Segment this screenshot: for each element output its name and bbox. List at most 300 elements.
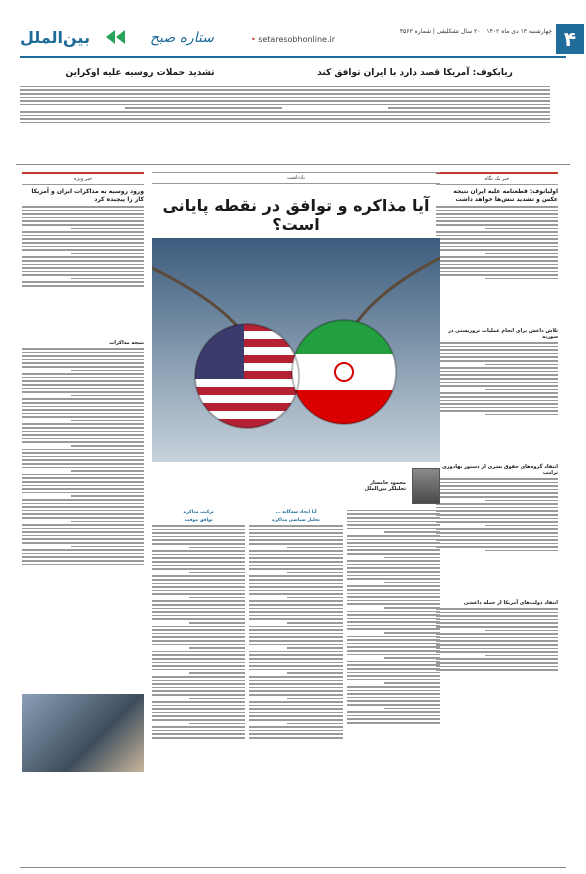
text-line	[20, 115, 282, 117]
text-line	[249, 565, 342, 567]
text-line	[22, 406, 144, 408]
text-line	[347, 560, 440, 562]
text-line	[347, 521, 440, 523]
text-line	[249, 730, 342, 732]
text-line	[485, 655, 558, 657]
text-line	[436, 539, 558, 541]
text-line	[20, 104, 282, 106]
text-line	[436, 382, 558, 384]
text-line	[22, 517, 144, 519]
article-columns	[152, 508, 440, 838]
text-line	[249, 665, 342, 667]
text-line	[249, 683, 342, 685]
text-line	[152, 615, 245, 617]
text-line	[347, 718, 440, 720]
text-line	[71, 546, 144, 548]
sidebar-text	[436, 206, 558, 324]
text-line	[436, 220, 558, 222]
text-line	[152, 701, 245, 703]
text-line	[347, 549, 440, 551]
text-line	[347, 722, 440, 724]
text-line	[347, 528, 440, 530]
sidebar-subhead: تلاش داعش برای انجام عملیات تروریستی در سوریه	[447, 328, 558, 340]
text-line	[152, 604, 245, 606]
text-line	[249, 568, 342, 570]
text-line	[22, 513, 144, 515]
text-line	[485, 278, 558, 280]
text-line	[436, 622, 558, 624]
text-line	[249, 532, 342, 534]
section-title: بین‌الملل	[20, 28, 90, 47]
text-line	[22, 249, 144, 251]
text-line	[436, 633, 558, 635]
text-line	[152, 575, 245, 577]
text-line	[22, 213, 144, 215]
text-line	[287, 672, 343, 674]
text-line	[152, 654, 245, 656]
divider	[20, 56, 566, 58]
text-line	[22, 413, 144, 415]
text-line	[152, 629, 245, 631]
text-line	[436, 353, 558, 355]
text-line	[22, 438, 144, 440]
text-line	[436, 246, 558, 248]
text-line	[347, 679, 440, 681]
text-line	[22, 235, 144, 237]
author-name: محمود جامساز	[370, 480, 406, 486]
text-line	[22, 434, 144, 436]
text-line	[280, 86, 550, 88]
text-line	[152, 658, 245, 660]
text-line	[436, 407, 558, 409]
text-line	[249, 705, 342, 707]
text-line	[384, 557, 440, 559]
text-line	[22, 531, 144, 533]
text-line	[152, 687, 245, 689]
text-line	[347, 690, 440, 692]
text-line	[152, 730, 245, 732]
story-headline-right: ریابکوف: آمریکا قصد دارد با ایران توافق کند	[317, 68, 513, 78]
text-line	[436, 231, 558, 233]
divider	[16, 164, 570, 165]
text-line	[189, 572, 245, 574]
text-line	[287, 572, 343, 574]
text-line	[22, 441, 144, 443]
text-line	[436, 206, 558, 208]
text-line	[485, 253, 558, 255]
text-line	[347, 697, 440, 699]
text-line	[249, 543, 342, 545]
text-line	[249, 561, 342, 563]
text-line	[22, 463, 144, 465]
text-line	[152, 568, 245, 570]
text-line	[347, 672, 440, 674]
text-line	[347, 711, 440, 713]
text-line	[436, 669, 558, 671]
text-line	[249, 593, 342, 595]
page-number: ۴	[556, 24, 584, 54]
text-line	[249, 687, 342, 689]
text-line	[280, 89, 550, 91]
text-line	[152, 539, 245, 541]
text-line	[347, 535, 440, 537]
story-body-right	[280, 84, 550, 148]
text-line	[436, 543, 558, 545]
sidebar-label: خبر ویژه	[22, 172, 144, 185]
text-line	[20, 111, 282, 113]
text-line	[152, 611, 245, 613]
text-line	[384, 657, 440, 659]
text-line	[436, 349, 558, 351]
text-line	[249, 529, 342, 531]
text-line	[249, 719, 342, 721]
text-line	[287, 622, 343, 624]
text-line	[152, 557, 245, 559]
text-line	[485, 550, 558, 552]
text-line	[152, 737, 245, 739]
text-line	[152, 583, 245, 585]
sidebar-text	[22, 206, 144, 336]
text-line	[436, 637, 558, 639]
text-line	[22, 359, 144, 361]
text-line	[125, 107, 282, 109]
text-line	[152, 600, 245, 602]
text-line	[249, 669, 342, 671]
text-line	[152, 536, 245, 538]
text-line	[22, 477, 144, 479]
text-line	[22, 388, 144, 390]
text-line	[280, 122, 550, 124]
text-line	[249, 575, 342, 577]
text-line	[71, 521, 144, 523]
text-line	[436, 271, 558, 273]
text-line	[347, 614, 440, 616]
text-line	[347, 654, 440, 656]
date: چهارشنبه ۱۳ دی ماه ۱۴۰۲	[486, 28, 552, 35]
text-line	[485, 364, 558, 366]
text-line	[280, 111, 550, 113]
text-line	[152, 586, 245, 588]
text-line	[249, 712, 342, 714]
text-line	[22, 362, 144, 364]
text-line	[485, 525, 558, 527]
text-line	[347, 593, 440, 595]
text-line	[152, 726, 245, 728]
text-line	[436, 217, 558, 219]
text-line	[22, 481, 144, 483]
text-line	[189, 547, 245, 549]
text-line	[249, 618, 342, 620]
text-line	[152, 708, 245, 710]
text-line	[287, 698, 343, 700]
main-headline: آیا مذاکره و توافق در نقطه پایانی است؟	[162, 196, 430, 234]
text-line	[20, 86, 282, 88]
text-line	[347, 704, 440, 706]
text-line	[249, 701, 342, 703]
text-line	[347, 567, 440, 569]
text-line	[347, 686, 440, 688]
sidebar-subhead: انتقاد گروه‌های حقوق بشری از دستور بهادوری ترامپ	[442, 464, 558, 476]
text-line	[347, 510, 440, 512]
text-line	[436, 213, 558, 215]
text-line	[436, 489, 558, 491]
text-line	[152, 662, 245, 664]
text-line	[347, 675, 440, 677]
text-line	[22, 377, 144, 379]
site-url[interactable]: • setaresobhonline.ir	[250, 35, 336, 44]
text-line	[485, 500, 558, 502]
text-line	[152, 690, 245, 692]
text-line	[152, 543, 245, 545]
text-line	[347, 575, 440, 577]
text-line	[22, 549, 144, 551]
text-line	[152, 579, 245, 581]
text-line	[22, 449, 144, 451]
text-line	[249, 633, 342, 635]
text-line	[436, 615, 558, 617]
text-line	[436, 507, 558, 509]
text-line	[22, 423, 144, 425]
text-line	[22, 220, 144, 222]
text-line	[436, 396, 558, 398]
text-line	[249, 654, 342, 656]
text-line	[347, 596, 440, 598]
text-line	[485, 228, 558, 230]
text-line	[22, 416, 144, 418]
text-line	[22, 366, 144, 368]
text-line	[22, 206, 144, 208]
author-photo	[412, 468, 440, 504]
text-line	[347, 661, 440, 663]
news-photo	[22, 694, 144, 772]
text-line	[71, 470, 144, 472]
text-line	[436, 238, 558, 240]
text-line	[249, 550, 342, 552]
text-line	[436, 626, 558, 628]
text-line	[189, 723, 245, 725]
text-line	[436, 648, 558, 650]
text-line	[436, 264, 558, 266]
text-line	[249, 536, 342, 538]
author-role: تحلیلگر بین‌الملل	[364, 486, 406, 492]
text-line	[347, 700, 440, 702]
text-line	[152, 640, 245, 642]
text-line	[485, 630, 558, 632]
text-line	[152, 705, 245, 707]
story-body-left	[20, 84, 282, 148]
text-line	[22, 224, 144, 226]
text-line	[436, 392, 558, 394]
text-line	[249, 579, 342, 581]
text-line	[22, 281, 144, 283]
text-line	[384, 682, 440, 684]
text-line	[22, 355, 144, 357]
text-line	[249, 676, 342, 678]
text-line	[152, 618, 245, 620]
sidebar-left	[22, 172, 144, 772]
issue: ۲۰ سال تشکلیفی | شماره ۴۵۶۳	[399, 28, 481, 35]
text-line	[71, 253, 144, 255]
text-line	[22, 242, 144, 244]
text-line	[347, 564, 440, 566]
text-line	[347, 546, 440, 548]
text-line	[347, 664, 440, 666]
text-line	[249, 539, 342, 541]
text-line	[152, 669, 245, 671]
text-line	[287, 597, 343, 599]
text-line	[22, 256, 144, 258]
text-line	[347, 621, 440, 623]
text-line	[384, 632, 440, 634]
text-line	[436, 360, 558, 362]
text-line	[436, 640, 558, 642]
text-line	[20, 122, 282, 124]
text-line	[436, 528, 558, 530]
text-line	[152, 593, 245, 595]
text-line	[347, 611, 440, 613]
text-line	[347, 571, 440, 573]
text-line	[249, 600, 342, 602]
text-line	[436, 224, 558, 226]
text-line	[152, 608, 245, 610]
text-line	[436, 346, 558, 348]
text-line	[436, 485, 558, 487]
text-line	[189, 622, 245, 624]
text-line	[485, 389, 558, 391]
sidebar-title: ورود روسیه به مذاکرات ایران و آمریکا کار را پیچیده کرد	[31, 188, 144, 203]
sidebar-text	[436, 608, 558, 712]
text-line	[249, 662, 342, 664]
text-line	[436, 410, 558, 412]
text-line	[22, 528, 144, 530]
text-line	[287, 647, 343, 649]
text-line	[436, 546, 558, 548]
text-line	[280, 104, 550, 106]
text-line	[249, 615, 342, 617]
text-line	[436, 532, 558, 534]
text-line	[347, 542, 440, 544]
article-subhead: ترکیب مذاکره	[183, 510, 214, 515]
text-line	[152, 565, 245, 567]
text-line	[249, 636, 342, 638]
article-subhead: توافق موقت	[184, 517, 213, 523]
sidebar-title: اولیانوف: قطعنامه علیه ایران نتیجه عکس و تشدید تنش‌ها خواهد داشت	[453, 188, 558, 203]
text-line	[436, 644, 558, 646]
text-line	[436, 210, 558, 212]
sidebar-subhead: انتقاد دولت‌های آمریکا از حمله داعشی	[463, 600, 558, 606]
text-line	[152, 733, 245, 735]
text-line	[20, 89, 282, 91]
text-line	[249, 583, 342, 585]
text-line	[436, 342, 558, 344]
text-line	[249, 708, 342, 710]
sidebar-text	[22, 348, 144, 688]
text-line	[249, 604, 342, 606]
article-column	[249, 508, 342, 838]
text-line	[347, 646, 440, 648]
text-line	[152, 719, 245, 721]
story-headline-left: تشدید حملات روسیه علیه اوکراین	[65, 68, 215, 78]
text-line	[347, 578, 440, 580]
text-line	[347, 517, 440, 519]
text-line	[189, 597, 245, 599]
text-line	[280, 115, 550, 117]
text-line	[249, 726, 342, 728]
text-line	[22, 506, 144, 508]
text-line	[22, 384, 144, 386]
text-line	[22, 556, 144, 558]
text-line	[280, 97, 550, 99]
text-line	[22, 564, 144, 566]
text-line	[249, 554, 342, 556]
text-line	[249, 690, 342, 692]
text-line	[71, 395, 144, 397]
text-line	[152, 532, 245, 534]
text-line	[152, 694, 245, 696]
article-column	[347, 508, 440, 838]
text-line	[152, 644, 245, 646]
text-line	[347, 589, 440, 591]
text-line	[22, 499, 144, 501]
text-line	[347, 539, 440, 541]
text-line	[436, 521, 558, 523]
divider	[20, 867, 566, 868]
text-line	[22, 485, 144, 487]
text-line	[20, 118, 282, 120]
chevron-icon	[106, 30, 125, 44]
masthead	[0, 0, 586, 54]
text-line	[189, 672, 245, 674]
text-line	[436, 666, 558, 668]
text-line	[20, 93, 282, 95]
text-line	[436, 378, 558, 380]
text-line	[22, 380, 144, 382]
text-line	[22, 274, 144, 276]
main-story	[152, 172, 440, 838]
text-line	[152, 529, 245, 531]
text-line	[152, 626, 245, 628]
text-line	[22, 267, 144, 269]
text-line	[249, 733, 342, 735]
sidebar-text	[436, 342, 558, 460]
text-line	[436, 256, 558, 258]
text-line	[71, 278, 144, 280]
text-line	[436, 478, 558, 480]
text-line	[436, 249, 558, 251]
text-line	[249, 611, 342, 613]
text-line	[22, 210, 144, 212]
text-line	[287, 723, 343, 725]
text-line	[485, 414, 558, 416]
date-line	[396, 28, 552, 35]
text-line	[436, 651, 558, 653]
text-line	[71, 370, 144, 372]
text-line	[249, 590, 342, 592]
text-line	[22, 488, 144, 490]
text-line	[347, 643, 440, 645]
text-line	[347, 715, 440, 717]
text-line	[249, 694, 342, 696]
text-line	[388, 107, 550, 109]
text-line	[22, 560, 144, 562]
text-line	[436, 510, 558, 512]
text-line	[20, 100, 282, 102]
text-line	[436, 492, 558, 494]
text-line	[436, 267, 558, 269]
text-line	[22, 459, 144, 461]
text-line	[152, 636, 245, 638]
text-line	[436, 403, 558, 405]
